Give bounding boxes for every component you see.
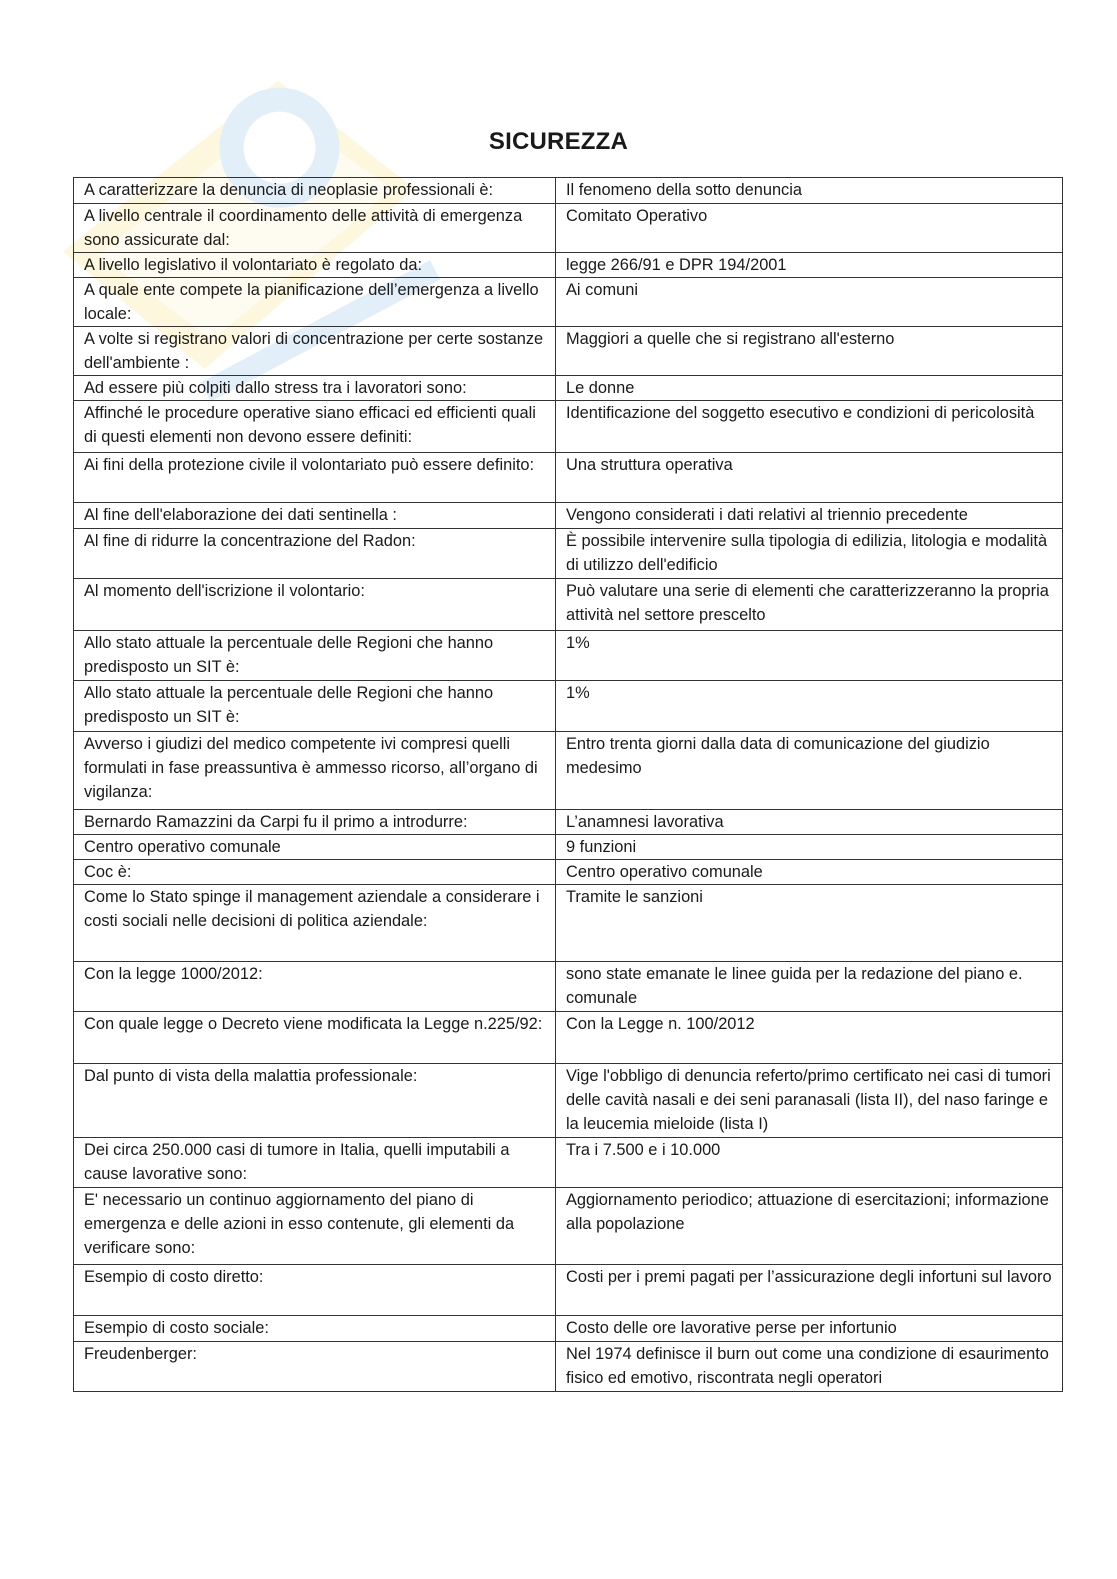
question-cell: Avverso i giudizi del medico competente ivi compresi quelli formulati in fase preassuntiva è ammesso ricorso, all’organo di vigilanza: (74, 732, 556, 810)
answer-cell: 1% (556, 631, 1063, 681)
table-row (74, 681, 1063, 732)
question-cell: Ad essere più colpiti dallo stress tra i lavoratori sono: (74, 376, 556, 401)
question-cell: Dei circa 250.000 casi di tumore in Italia, quelli imputabili a cause lavorative sono: (74, 1138, 556, 1188)
question-cell: A livello legislativo il volontariato è regolato da: (74, 253, 556, 278)
question-cell: Come lo Stato spinge il management aziendale a considerare i costi sociali nelle decisioni di politica aziendale: (74, 885, 556, 962)
question-cell: Al fine dell'elaborazione dei dati sentinella : (74, 503, 556, 529)
question-cell: Freudenberger: (74, 1342, 556, 1392)
question-cell: Esempio di costo diretto: (74, 1265, 556, 1316)
table-row (74, 835, 1063, 860)
answer-cell: L’anamnesi lavorativa (556, 810, 1063, 835)
table-row (74, 453, 1063, 503)
question-cell: Esempio di costo sociale: (74, 1316, 556, 1342)
answer-cell: Vengono considerati i dati relativi al triennio precedente (556, 503, 1063, 529)
table-row (74, 327, 1063, 376)
qa-table (73, 177, 1063, 1392)
table-row (74, 1064, 1063, 1138)
answer-cell: sono state emanate le linee guida per la redazione del piano e. comunale (556, 962, 1063, 1012)
answer-cell: Le donne (556, 376, 1063, 401)
question-cell: Centro operativo comunale (74, 835, 556, 860)
answer-cell: legge 266/91 e DPR 194/2001 (556, 253, 1063, 278)
table-row (74, 732, 1063, 810)
table-row (74, 278, 1063, 327)
answer-cell: Costi per i premi pagati per l’assicurazione degli infortuni sul lavoro (556, 1265, 1063, 1316)
question-cell: A livello centrale il coordinamento delle attività di emergenza sono assicurate dal: (74, 204, 556, 253)
answer-cell: Il fenomeno della sotto denuncia (556, 178, 1063, 204)
answer-cell: Tramite le sanzioni (556, 885, 1063, 962)
answer-cell: Può valutare una serie di elementi che caratterizzeranno la propria attività nel settore prescelto (556, 579, 1063, 631)
table-row (74, 503, 1063, 529)
question-cell: Dal punto di vista della malattia professionale: (74, 1064, 556, 1138)
question-cell: Coc è: (74, 860, 556, 885)
answer-cell: Costo delle ore lavorative perse per infortunio (556, 1316, 1063, 1342)
answer-cell: Maggiori a quelle che si registrano all'esterno (556, 327, 1063, 376)
question-cell: A caratterizzare la denuncia di neoplasie professionali è: (74, 178, 556, 204)
answer-cell: Una struttura operativa (556, 453, 1063, 503)
table-row (74, 204, 1063, 253)
table-row (74, 579, 1063, 631)
answer-cell: Vige l'obbligo di denuncia referto/primo certificato nei casi di tumori delle cavità nasali e dei seni paranasali (lista II), del naso faringe e la leucemia mieloide (lista I) (556, 1064, 1063, 1138)
answer-cell: Tra i 7.500 e i 10.000 (556, 1138, 1063, 1188)
table-row (74, 631, 1063, 681)
question-cell: Con quale legge o Decreto viene modificata la Legge n.225/92: (74, 1012, 556, 1064)
answer-cell: Aggiornamento periodico; attuazione di esercitazioni; informazione alla popolazione (556, 1188, 1063, 1265)
table-row (74, 1188, 1063, 1265)
table-row (74, 401, 1063, 453)
table-row (74, 1316, 1063, 1342)
table-row (74, 1265, 1063, 1316)
question-cell: Al fine di ridurre la concentrazione del Radon: (74, 529, 556, 579)
question-cell: Allo stato attuale la percentuale delle Regioni che hanno predisposto un SIT è: (74, 681, 556, 732)
question-cell: Allo stato attuale la percentuale delle Regioni che hanno predisposto un SIT è: (74, 631, 556, 681)
question-cell: A quale ente compete la pianificazione dell’emergenza a livello locale: (74, 278, 556, 327)
table-row (74, 1012, 1063, 1064)
answer-cell: Con la Legge n. 100/2012 (556, 1012, 1063, 1064)
table-row (74, 1138, 1063, 1188)
answer-cell: Centro operativo comunale (556, 860, 1063, 885)
answer-cell: Identificazione del soggetto esecutivo e condizioni di pericolosità (556, 401, 1063, 453)
table-row (74, 529, 1063, 579)
question-cell: E' necessario un continuo aggiornamento del piano di emergenza e delle azioni in esso contenute, gli elementi da verificare sono: (74, 1188, 556, 1265)
question-cell: Ai fini della protezione civile il volontariato può essere definito: (74, 453, 556, 503)
answer-cell: Nel 1974 definisce il burn out come una condizione di esaurimento fisico ed emotivo, riscontrata negli operatori (556, 1342, 1063, 1392)
question-cell: Bernardo Ramazzini da Carpi fu il primo a introdurre: (74, 810, 556, 835)
table-row (74, 376, 1063, 401)
table-row (74, 253, 1063, 278)
question-cell: A volte si registrano valori di concentrazione per certe sostanze dell'ambiente : (74, 327, 556, 376)
answer-cell: Ai comuni (556, 278, 1063, 327)
answer-cell: Entro trenta giorni dalla data di comunicazione del giudizio medesimo (556, 732, 1063, 810)
question-cell: Con la legge 1000/2012: (74, 962, 556, 1012)
answer-cell: Comitato Operativo (556, 204, 1063, 253)
answer-cell: 9 funzioni (556, 835, 1063, 860)
answer-cell: 1% (556, 681, 1063, 732)
answer-cell: È possibile intervenire sulla tipologia di edilizia, litologia e modalità di utilizzo dell'edificio (556, 529, 1063, 579)
table-row (74, 885, 1063, 962)
question-cell: Al momento dell'iscrizione il volontario: (74, 579, 556, 631)
question-cell: Affinché le procedure operative siano efficaci ed efficienti quali di questi elementi non devono essere definiti: (74, 401, 556, 453)
table-row (74, 962, 1063, 1012)
page-title: SICUREZZA (488, 128, 629, 155)
table-row (74, 810, 1063, 835)
table-row (74, 860, 1063, 885)
table-row (74, 178, 1063, 204)
table-row (74, 1342, 1063, 1392)
